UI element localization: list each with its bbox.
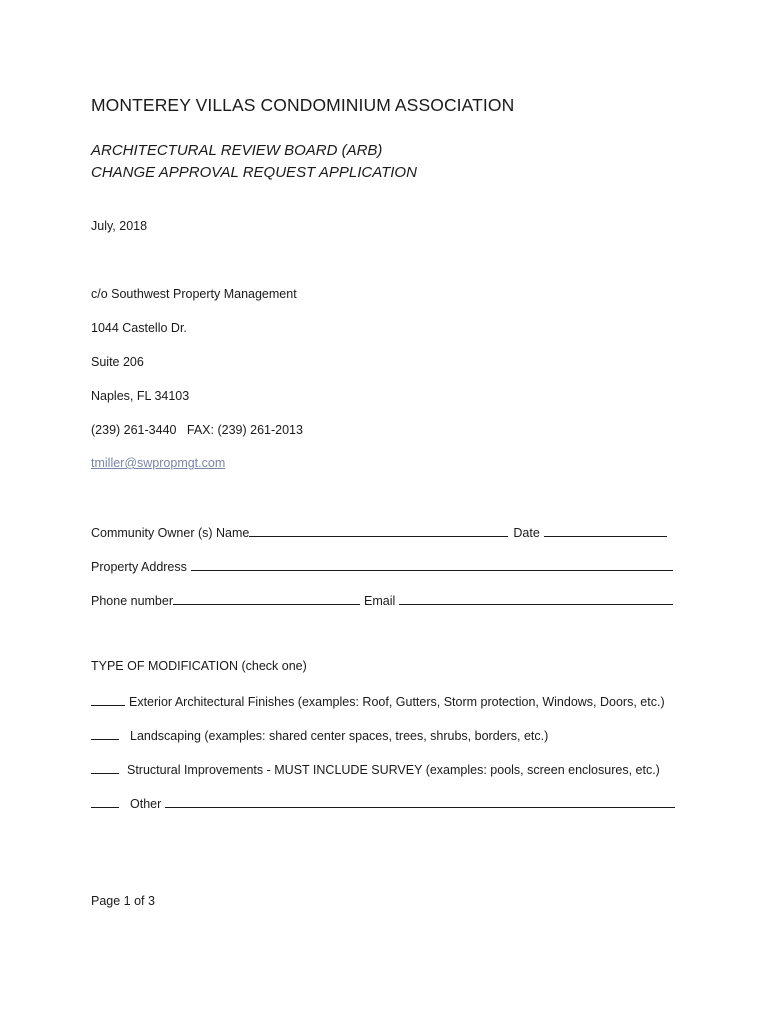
- exterior-check-blank[interactable]: [91, 693, 125, 706]
- other-description-field[interactable]: [165, 795, 675, 808]
- property-address-field[interactable]: [191, 558, 673, 571]
- document-date: July, 2018: [91, 219, 148, 233]
- subtitle-line-2: CHANGE APPROVAL REQUEST APPLICATION: [91, 164, 417, 181]
- other-option-label: Other: [130, 797, 162, 811]
- owner-name-field[interactable]: [249, 524, 508, 537]
- suite-line: Suite 206: [91, 355, 144, 369]
- modification-option-structural: [91, 761, 660, 777]
- modification-option-other: [91, 795, 681, 811]
- modification-heading: TYPE OF MODIFICATION (check one): [91, 659, 307, 673]
- page-number: Page 1 of 3: [91, 894, 155, 908]
- modification-option-exterior: [91, 693, 665, 709]
- other-check-blank[interactable]: [91, 795, 119, 808]
- modification-option-landscaping: [91, 727, 548, 743]
- email-field[interactable]: [399, 592, 673, 605]
- care-of-line: c/o Southwest Property Management: [91, 287, 297, 301]
- owner-name-label: Community Owner (s) Name: [91, 526, 250, 540]
- property-address-label: Property Address: [91, 560, 187, 574]
- subtitle-line-1: ARCHITECTURAL REVIEW BOARD (ARB): [91, 142, 383, 159]
- city-state-zip-line: Naples, FL 34103: [91, 389, 190, 403]
- structural-check-blank[interactable]: [91, 761, 119, 774]
- landscaping-option-label: Landscaping (examples: shared center spaces, trees, shrubs, borders, etc.): [130, 729, 549, 743]
- phone-field[interactable]: [173, 592, 360, 605]
- phone-label: Phone number: [91, 594, 174, 608]
- phone-email-row: [91, 592, 676, 608]
- property-address-row: [91, 558, 676, 574]
- owner-name-row: [91, 524, 671, 540]
- contact-email-link[interactable]: tmiller@swpropmgt.com: [91, 456, 226, 470]
- structural-option-label: Structural Improvements - MUST INCLUDE SURVEY (examples: pools, screen enclosures, etc.): [127, 763, 660, 777]
- phone-fax-line: (239) 261-3440 FAX: (239) 261-2013: [91, 423, 303, 437]
- date-field[interactable]: [544, 524, 667, 537]
- landscaping-check-blank[interactable]: [91, 727, 119, 740]
- street-line: 1044 Castello Dr.: [91, 321, 187, 335]
- exterior-option-label: Exterior Architectural Finishes (examples: Roof, Gutters, Storm protection, Windows, Doors, etc.): [129, 695, 665, 709]
- document-title: MONTEREY VILLAS CONDOMINIUM ASSOCIATION: [91, 95, 515, 115]
- date-label: Date: [513, 526, 540, 540]
- email-label: Email: [364, 594, 396, 608]
